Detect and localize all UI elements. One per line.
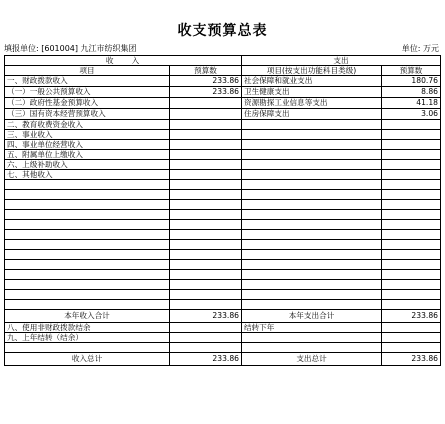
expense-amount-cell xyxy=(382,140,441,150)
blank-cell xyxy=(5,240,170,250)
blank-row xyxy=(5,280,441,290)
annual-total-row xyxy=(5,310,441,323)
grand-expense-label: 支出总计 xyxy=(242,353,382,366)
blank-cell xyxy=(5,210,170,220)
surplus-row xyxy=(5,323,441,333)
blank-cell xyxy=(5,280,170,290)
prior-year-value xyxy=(170,333,242,343)
blank-cell xyxy=(5,260,170,270)
expense-amount-cell xyxy=(382,170,441,180)
blank-row xyxy=(5,240,441,250)
blank-cell xyxy=(242,210,382,220)
income-amount-cell xyxy=(170,140,242,150)
income-item-cell: 一、财政拨款收入 xyxy=(5,76,170,87)
blank-cell xyxy=(382,290,441,300)
blank-cell xyxy=(170,200,242,210)
blank-cell xyxy=(5,250,170,260)
expense-total-label: 本年支出合计 xyxy=(242,310,382,323)
grand-expense-value: 233.86 xyxy=(382,353,441,366)
income-item-cell: 六、上级补助收入 xyxy=(5,160,170,170)
expense-item-cell: 住房保障支出 xyxy=(242,109,382,120)
blank-cell xyxy=(242,333,382,343)
expense-item-cell xyxy=(242,150,382,160)
blank-cell xyxy=(170,220,242,230)
blank-cell xyxy=(382,200,441,210)
budget-table-body xyxy=(5,56,441,366)
income-amount-cell: 233.86 xyxy=(170,87,242,98)
expense-item-cell xyxy=(242,130,382,140)
blank-cell xyxy=(242,190,382,200)
blank-cell xyxy=(242,343,382,353)
blank-row xyxy=(5,210,441,220)
column-header-row xyxy=(5,66,441,76)
blank-cell xyxy=(382,230,441,240)
income-item-cell: （三）国有资本经营预算收入 xyxy=(5,109,170,120)
carry-forward-label: 结转下年 xyxy=(242,323,382,333)
currency-unit: 单位: 万元 xyxy=(401,44,439,53)
expense-amount-cell xyxy=(382,150,441,160)
carry-forward-value xyxy=(382,323,441,333)
expense-item-cell xyxy=(242,170,382,180)
blank-cell xyxy=(5,190,170,200)
blank-row xyxy=(5,180,441,190)
blank-cell xyxy=(170,270,242,280)
blank-cell xyxy=(170,290,242,300)
income-total-label: 本年收入合计 xyxy=(5,310,170,323)
table-row xyxy=(5,140,441,150)
expense-total-value: 233.86 xyxy=(382,310,441,323)
blank-cell xyxy=(382,300,441,310)
expense-amount-cell: 8.86 xyxy=(382,87,441,98)
income-amount-cell xyxy=(170,109,242,120)
blank-cell xyxy=(5,270,170,280)
grand-income-label: 收入总计 xyxy=(5,353,170,366)
blank-cell xyxy=(382,220,441,230)
income-amount-cell xyxy=(170,130,242,140)
blank-cell xyxy=(170,250,242,260)
blank-cell xyxy=(170,230,242,240)
blank-cell xyxy=(242,200,382,210)
expense-amount-header: 预算数 xyxy=(382,66,441,76)
blank-row xyxy=(5,300,441,310)
blank-cell xyxy=(382,180,441,190)
blank-cell xyxy=(382,240,441,250)
expense-item-cell: 资源勘探工业信息等支出 xyxy=(242,98,382,109)
blank-cell xyxy=(5,300,170,310)
expense-item-cell: 社会保障和就业支出 xyxy=(242,76,382,87)
blank-row xyxy=(5,260,441,270)
income-item-cell: 四、事业单位经营收入 xyxy=(5,140,170,150)
expense-item-cell xyxy=(242,140,382,150)
page-title: 收支预算总表 xyxy=(177,23,268,39)
blank-cell xyxy=(170,190,242,200)
income-item-cell: 七、其他收入 xyxy=(5,170,170,180)
blank-cell xyxy=(382,210,441,220)
income-amount-cell xyxy=(170,170,242,180)
table-row xyxy=(5,98,441,109)
blank-cell xyxy=(242,230,382,240)
blank-cell xyxy=(170,280,242,290)
table-row xyxy=(5,76,441,87)
blank-cell xyxy=(170,180,242,190)
blank-cell xyxy=(242,180,382,190)
blank-cell xyxy=(382,333,441,343)
expense-item-header: 项目(按支出功能科目类级) xyxy=(242,66,382,76)
blank-cell xyxy=(5,290,170,300)
blank-cell xyxy=(5,220,170,230)
section-header-row xyxy=(5,56,441,66)
blank-row xyxy=(5,200,441,210)
blank-cell xyxy=(242,270,382,280)
grand-income-value: 233.86 xyxy=(170,353,242,366)
income-amount-header: 预算数 xyxy=(170,66,242,76)
blank-row xyxy=(5,270,441,280)
expense-amount-cell: 3.06 xyxy=(382,109,441,120)
blank-row xyxy=(5,230,441,240)
blank-row xyxy=(5,190,441,200)
blank-cell xyxy=(5,180,170,190)
income-amount-cell xyxy=(170,150,242,160)
blank-cell xyxy=(242,240,382,250)
blank-row xyxy=(5,220,441,230)
table-row xyxy=(5,130,441,140)
blank-cell xyxy=(382,270,441,280)
blank-cell xyxy=(170,260,242,270)
income-amount-cell xyxy=(170,120,242,130)
income-total-value: 233.86 xyxy=(170,310,242,323)
income-section-header: 收 入 xyxy=(5,56,242,66)
reporting-unit: 填报单位: [601004] 九江市纺织集团 xyxy=(4,44,137,53)
expense-item-cell xyxy=(242,120,382,130)
expense-amount-cell xyxy=(382,120,441,130)
expense-amount-cell xyxy=(382,130,441,140)
income-item-cell: 二、教育收费资金收入 xyxy=(5,120,170,130)
blank-cell xyxy=(170,240,242,250)
blank-cell xyxy=(170,300,242,310)
blank-cell xyxy=(5,200,170,210)
blank-cell xyxy=(242,250,382,260)
table-row xyxy=(5,109,441,120)
table-row xyxy=(5,87,441,98)
blank-row xyxy=(5,343,441,353)
blank-cell xyxy=(242,290,382,300)
prior-year-row xyxy=(5,333,441,343)
blank-cell xyxy=(382,343,441,353)
table-row xyxy=(5,150,441,160)
blank-row xyxy=(5,290,441,300)
expense-section-header: 支出 xyxy=(242,56,441,66)
blank-cell xyxy=(5,343,170,353)
blank-cell xyxy=(382,280,441,290)
expense-item-cell xyxy=(242,160,382,170)
prior-year-label: 九、上年结转（结余） xyxy=(5,333,170,343)
blank-cell xyxy=(382,250,441,260)
income-amount-cell: 233.86 xyxy=(170,76,242,87)
blank-cell xyxy=(242,300,382,310)
income-item-cell: （一）一般公共预算收入 xyxy=(5,87,170,98)
income-amount-cell xyxy=(170,160,242,170)
budget-table xyxy=(4,55,441,366)
blank-cell xyxy=(170,210,242,220)
table-row xyxy=(5,120,441,130)
expense-amount-cell: 41.18 xyxy=(382,98,441,109)
income-item-header: 项目 xyxy=(5,66,170,76)
blank-cell xyxy=(382,260,441,270)
blank-row xyxy=(5,250,441,260)
blank-cell xyxy=(242,260,382,270)
expense-amount-cell: 180.76 xyxy=(382,76,441,87)
grand-total-row xyxy=(5,353,441,366)
table-row xyxy=(5,160,441,170)
blank-cell xyxy=(242,220,382,230)
blank-cell xyxy=(382,190,441,200)
income-item-cell: 五、附属单位上缴收入 xyxy=(5,150,170,160)
surplus-label: 八、使用非财政拨款结余 xyxy=(5,323,170,333)
income-item-cell: （二）政府性基金预算收入 xyxy=(5,98,170,109)
blank-cell xyxy=(5,230,170,240)
income-amount-cell xyxy=(170,98,242,109)
blank-cell xyxy=(170,343,242,353)
expense-amount-cell xyxy=(382,160,441,170)
surplus-value xyxy=(170,323,242,333)
blank-cell xyxy=(242,280,382,290)
table-row xyxy=(5,170,441,180)
expense-item-cell: 卫生健康支出 xyxy=(242,87,382,98)
income-item-cell: 三、事业收入 xyxy=(5,130,170,140)
